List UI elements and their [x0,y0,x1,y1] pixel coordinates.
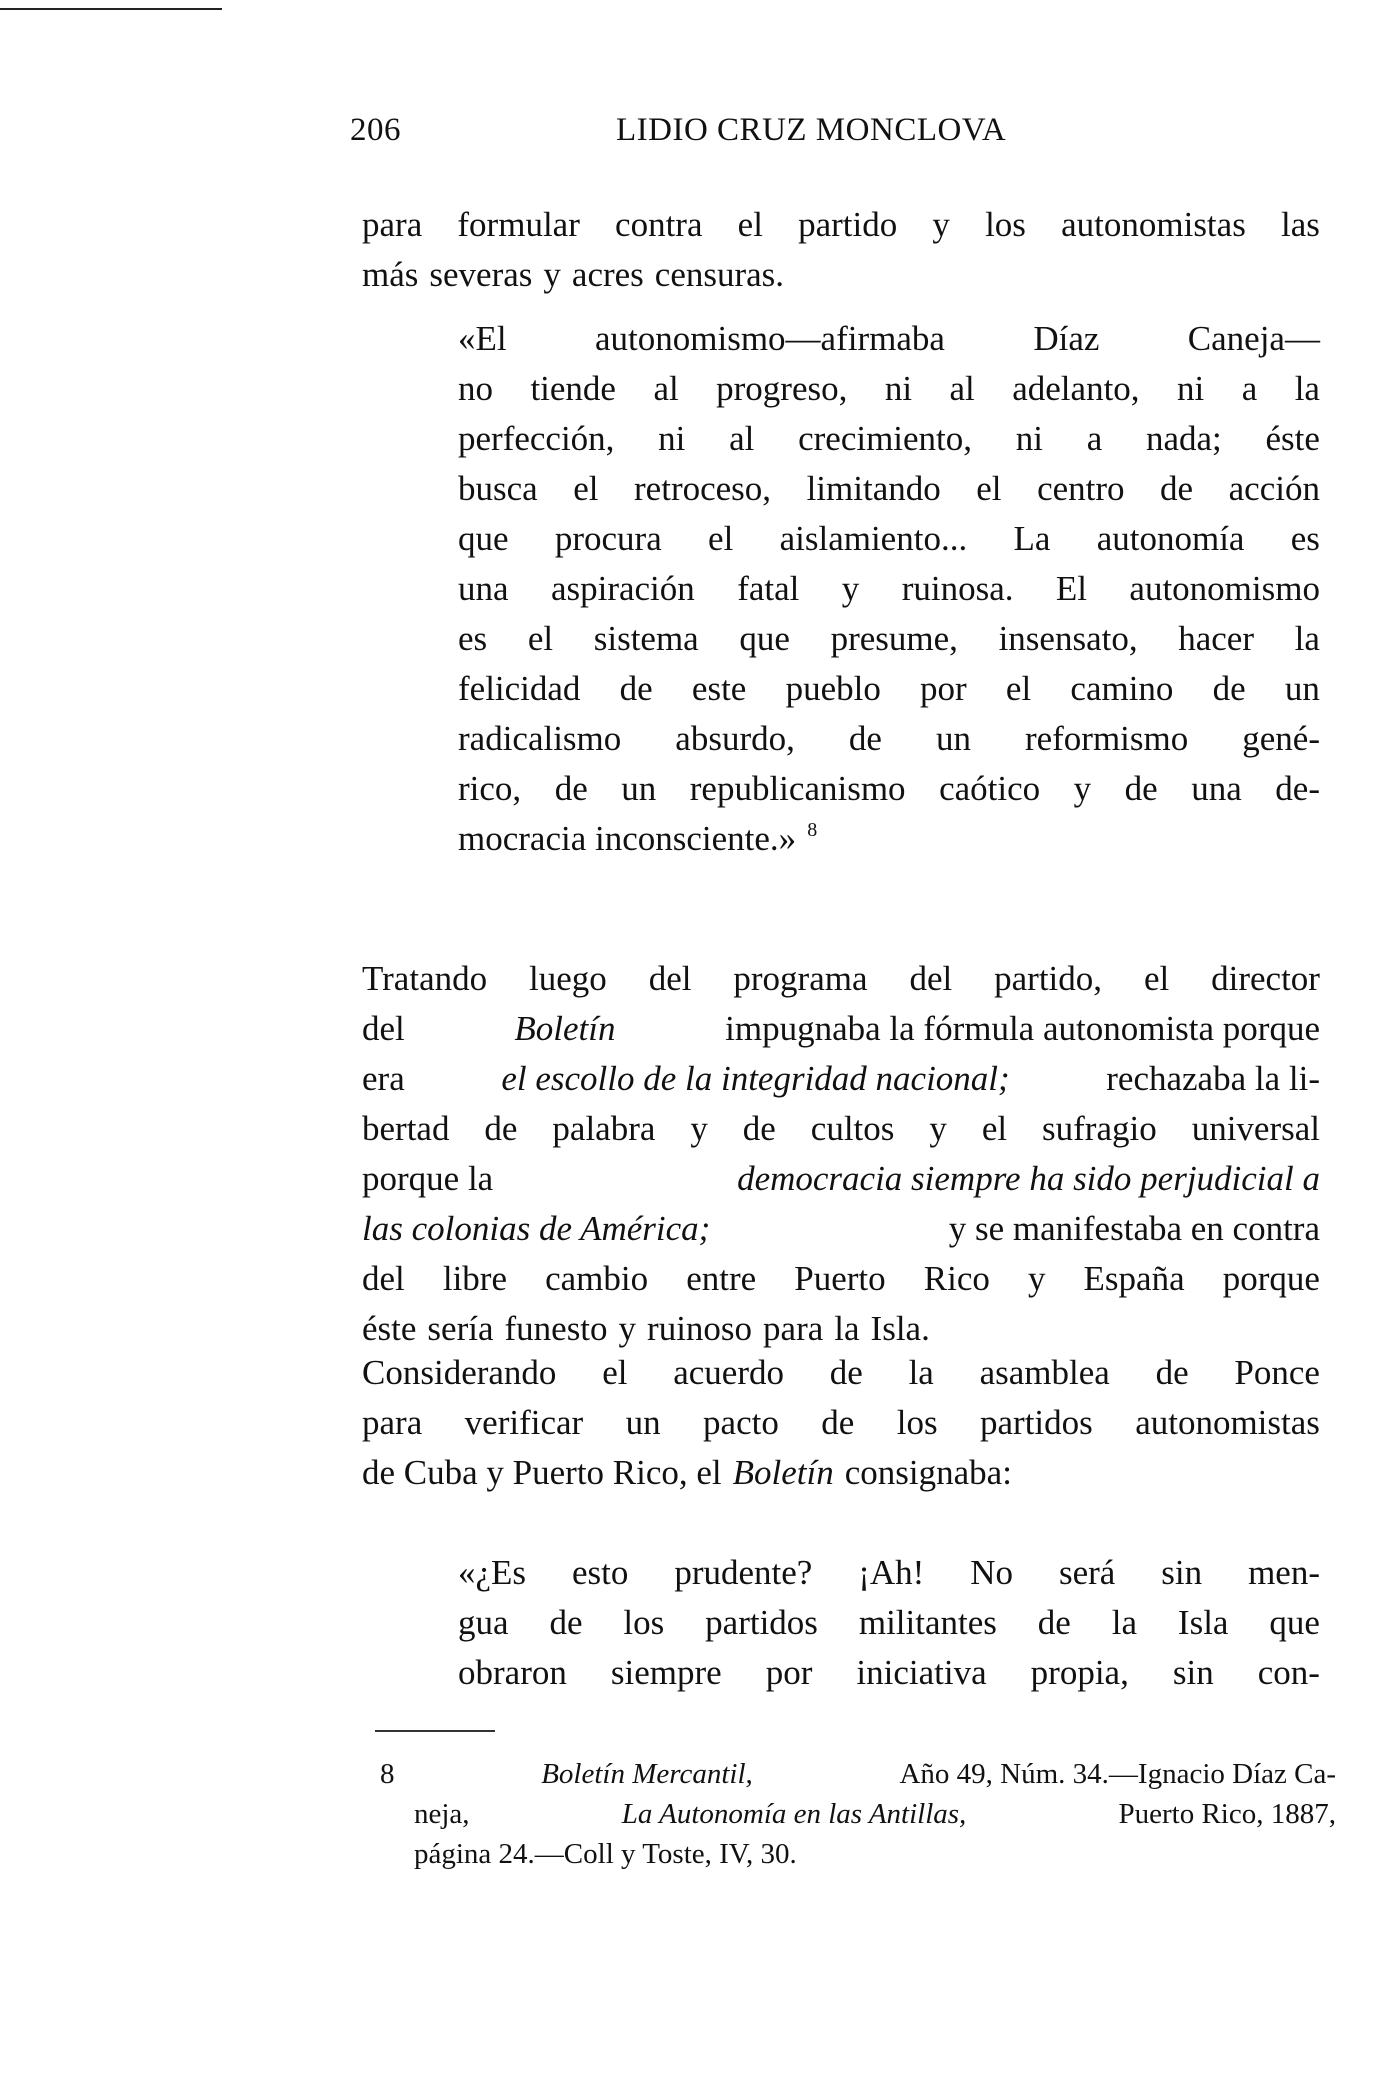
word: que [739,619,790,658]
word: luego [529,959,607,998]
word: republicanismo [689,769,906,808]
word: radicalismo [458,719,622,758]
word: de [848,719,882,758]
word: por [765,1653,813,1692]
word: y [841,569,860,608]
text-line [458,364,1320,414]
word: partidos [705,1603,818,1642]
footnote-reference-number: 8 [807,819,818,841]
footnote-rule [375,1730,495,1732]
text-line [458,564,1320,614]
word: éste [362,1309,417,1348]
word: limitando [806,469,941,508]
word: centro [1037,469,1125,508]
footnote-text: neja, [414,1798,470,1830]
running-title: LIDIO CRUZ MONCLOVA [616,112,1007,148]
footnote-book-title: La Autonomía en las Antillas, [621,1798,967,1830]
word: La [1013,519,1051,558]
word: caótico [939,769,1041,808]
word: del [362,1259,405,1298]
word: de [821,1403,855,1442]
word: progreso, [716,369,848,408]
text-line [458,414,1320,464]
word: autonomistas [1135,1403,1320,1442]
word: sin [1161,1553,1203,1592]
word: obraron [458,1653,567,1692]
word: para [763,1309,824,1348]
word: sería [427,1309,494,1348]
word: de [742,1109,776,1148]
word: insensato, [998,619,1138,658]
italic-phrase: el escollo de la integridad nacional; [501,1059,1010,1098]
word: será [1058,1553,1116,1592]
word: pueblo [785,669,881,708]
word: la [1111,1603,1138,1642]
word: palabra [552,1109,656,1148]
word: que [1269,1603,1320,1642]
italic-phrase: democracia siempre ha sido perjudicial a [737,1159,1320,1198]
word: los [985,205,1026,244]
word: siempre [610,1653,722,1692]
text-segment: rechazaba la li- [1106,1059,1320,1098]
word: gua [458,1603,509,1642]
word: y [1073,769,1092,808]
word: aislamiento... [779,519,968,558]
text-segment: de Cuba y Puerto Rico, el [362,1453,722,1492]
word: sufragio [1042,1109,1157,1148]
word: y [1027,1259,1046,1298]
word: felicidad [458,669,581,708]
word: autonomistas [1061,205,1246,244]
page-number: 206 [350,112,401,148]
word: programa [733,959,868,998]
word: los [623,1603,665,1642]
word: severas [429,255,533,294]
word: la [1294,619,1320,658]
word: este [691,669,747,708]
word: director [1211,959,1320,998]
word: No [970,1553,1014,1592]
text-line [362,1204,1320,1254]
word: camino [1070,669,1174,708]
word: men- [1248,1553,1320,1592]
word: procura [554,519,662,558]
text-line [362,250,1320,300]
text-line [362,1398,1320,1448]
text-segment: era [362,1059,405,1098]
text-line [362,1254,1320,1304]
word: acuerdo [673,1353,784,1392]
word: contra [615,205,703,244]
word: el [1143,959,1170,998]
word: los [896,1403,938,1442]
word: ni [1015,419,1043,458]
word: nada; [1145,419,1222,458]
word: presume, [830,619,958,658]
text-line [458,614,1320,664]
word: el [976,469,1002,508]
paragraph-3 [362,1348,1320,1498]
word: funesto [504,1309,608,1348]
word: de [619,669,653,708]
word: Tratando [362,959,488,998]
footnote-text: página 24.—Coll y Toste, IV, 30. [414,1838,797,1870]
footnote-marker: 8 [380,1758,395,1790]
word: las [1281,205,1320,244]
word: propia, [1030,1653,1129,1692]
word: un [625,1403,661,1442]
word: autonomismo—afirmaba [595,319,945,358]
text-line [458,664,1320,714]
word: «¿Es [458,1553,527,1592]
word: de [549,1603,583,1642]
text-line [362,200,1320,250]
word: gené- [1242,719,1320,758]
text-line [458,514,1320,564]
word: el [602,1353,628,1392]
quote-1-last-line: mocracia inconsciente.» [458,819,797,858]
word: el [737,205,763,244]
running-head [350,112,1080,162]
text-line [362,1104,1320,1154]
word: partidos [980,1403,1093,1442]
word: al [653,369,679,408]
word: Puerto [794,1259,886,1298]
word: libre [442,1259,507,1298]
footnote-text: Puerto Rico, 1887, [1118,1798,1336,1830]
text-segment: y se manifestaba en contra [948,1209,1320,1248]
italic-title: Boletín [732,1453,834,1492]
word: reformismo [1024,719,1189,758]
word: la [834,1309,860,1348]
word: de [1124,769,1158,808]
word: del [909,959,953,998]
word: a [1086,419,1103,458]
word: a [1241,369,1258,408]
word: que [458,519,509,558]
block-quote-1 [458,314,1320,864]
text-line [458,814,1320,864]
text-line [362,1154,1320,1204]
top-rule [0,8,222,10]
word: Caneja— [1187,319,1320,358]
word: crecimiento, [798,419,973,458]
word: del [648,959,692,998]
italic-title: Boletín [514,1009,616,1048]
footnote-line [380,1794,1336,1834]
word: un [935,719,971,758]
word: el [573,469,599,508]
text-line [362,1304,1320,1354]
text-line [362,954,1320,1004]
word: Rico [923,1259,990,1298]
text-line [458,1548,1320,1598]
footnote-text: Año 49, Núm. 34.—Ignacio Díaz Ca- [899,1758,1336,1790]
footnote-line [380,1834,1336,1874]
word: militantes [858,1603,997,1642]
word: de [554,769,588,808]
word: autonomismo [1129,569,1320,608]
word: censuras. [654,255,785,294]
text-line [362,1348,1320,1398]
word: asamblea [979,1353,1110,1392]
word: sistema [593,619,699,658]
word: una [458,569,509,608]
word: España [1083,1259,1185,1298]
word: iniciativa [856,1653,987,1692]
word: ruinosa. [901,569,1014,608]
word: rico, [458,769,522,808]
word: formular [457,205,580,244]
word: con- [1257,1653,1320,1692]
word: de [1037,1603,1071,1642]
word: acción [1228,469,1320,508]
word: de [1212,669,1246,708]
word: bertad [362,1109,450,1148]
text-line [458,464,1320,514]
word: partido [798,205,898,244]
word: y [543,255,561,294]
word: Isla. [870,1309,930,1348]
word: al [729,419,755,458]
word: Considerando [362,1353,557,1392]
word: El [1055,569,1087,608]
word: para [362,1403,423,1442]
word: «El [458,319,507,358]
word: de [1155,1353,1189,1392]
word: no [458,369,493,408]
footnote-source-title: Boletín Mercantil, [541,1758,753,1790]
text-line [458,764,1320,814]
paragraph-1 [362,200,1320,300]
word: acres [571,255,644,294]
word: de [1160,469,1194,508]
word: verificar [464,1403,584,1442]
word: más [362,255,419,294]
text-segment: porque la [362,1159,494,1198]
word: universal [1191,1109,1320,1148]
word: la [908,1353,934,1392]
word: el [708,519,734,558]
text-line [362,1448,1320,1498]
word: busca [458,469,538,508]
word: porque [1222,1259,1320,1298]
word: de [484,1109,518,1148]
word: éste [1265,419,1320,458]
text-line [362,1004,1320,1054]
text-line [458,714,1320,764]
word: autonomía [1096,519,1245,558]
word: es [1290,519,1320,558]
word: Ponce [1234,1353,1320,1392]
footnote [380,1754,1336,1874]
word: adelanto, [1012,369,1140,408]
word: de- [1275,769,1320,808]
word: cultos [810,1109,895,1148]
word: Isla [1177,1603,1229,1642]
word: un [1284,669,1320,708]
word: y [690,1109,708,1148]
word: ni [884,369,913,408]
word: sin [1172,1653,1214,1692]
word: un [621,769,657,808]
word: y [932,205,950,244]
word: partido, [994,959,1103,998]
text-line [458,314,1320,364]
word: entre [686,1259,757,1298]
word: ruinoso [647,1309,753,1348]
word: esto [571,1553,629,1592]
italic-phrase: las colonias de América; [362,1209,711,1248]
word: el [981,1109,1008,1148]
word: la [1294,369,1320,408]
word: es [458,619,488,658]
word: y [618,1309,637,1348]
word: aspiración [550,569,695,608]
word: una [1191,769,1242,808]
text-line [362,1054,1320,1104]
word: pacto [703,1403,779,1442]
word: cambio [545,1259,649,1298]
word: ¡Ah! [858,1553,925,1592]
word: al [949,369,975,408]
word: tiende [530,369,616,408]
footnote-line [380,1754,1336,1794]
word: retroceso, [634,469,772,508]
footnote-reference [807,814,817,864]
paragraph-2 [362,954,1320,1354]
word: por [920,669,967,708]
word: el [527,619,554,658]
word: hacer [1178,619,1254,658]
word: Díaz [1033,319,1100,358]
text-segment: consignaba: [844,1453,1012,1492]
word: y [929,1109,947,1148]
word: absurdo, [675,719,795,758]
word: para [362,205,423,244]
word: ni [1177,369,1205,408]
word: perfección, [458,419,615,458]
text-line [458,1598,1320,1648]
word: de [829,1353,863,1392]
text-segment: impugnaba la fórmula autonomista porque [725,1009,1320,1048]
word: prudente? [674,1553,813,1592]
text-segment: del [362,1009,405,1048]
word: ni [658,419,686,458]
word: el [1005,669,1032,708]
text-line [458,1648,1320,1698]
word: fatal [737,569,800,608]
block-quote-2 [458,1548,1320,1698]
